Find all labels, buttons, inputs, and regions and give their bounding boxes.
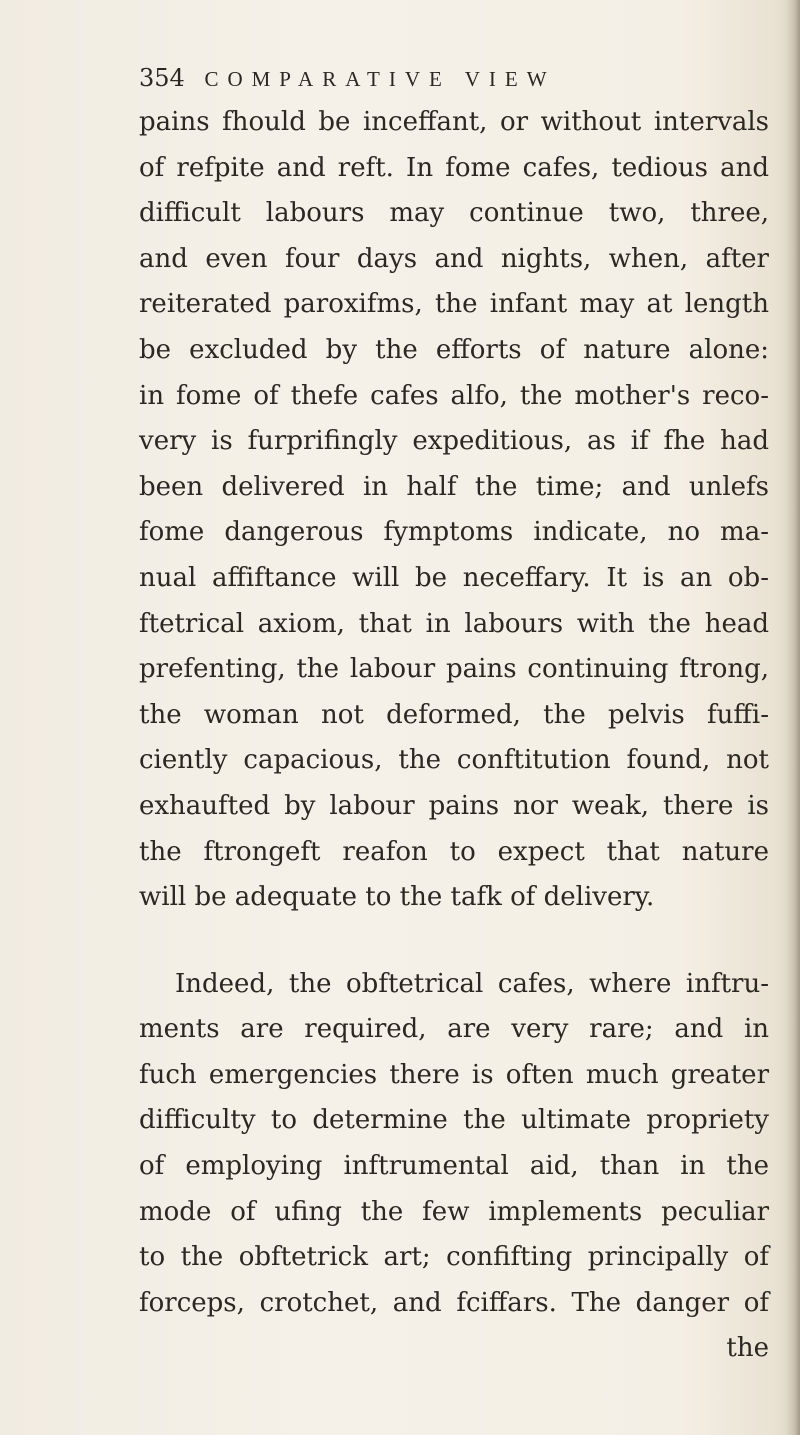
- text-line: Indeed, the obftetrical cafes, where inftru-: [175, 968, 769, 999]
- text-line: of refpite and reft. In fome cafes, tedious and: [139, 152, 769, 183]
- paragraph: [139, 100, 769, 921]
- text-line: will be adequate to the tafk of delivery.: [139, 882, 655, 913]
- text-line: nual affiftance will be neceffary. It is an ob-: [139, 562, 769, 593]
- text-line: be excluded by the efforts of nature alone:: [139, 334, 769, 365]
- catchword: the: [726, 1333, 769, 1364]
- text-line: exhaufted by labour pains nor weak, there is: [139, 790, 769, 821]
- body-text: [139, 100, 769, 1372]
- text-line: difficulty to determine the ultimate propriety: [139, 1105, 769, 1136]
- text-line: of employing inftrumental aid, than in the: [139, 1151, 769, 1182]
- text-line: and even four days and nights, when, after: [139, 243, 769, 274]
- text-line: prefenting, the labour pains continuing ftrong,: [139, 654, 769, 685]
- running-title: COMPARATIVE VIEW: [204, 67, 556, 91]
- paragraph-gap: [139, 921, 769, 962]
- page-header: [139, 64, 699, 104]
- page-number: 354: [139, 64, 185, 92]
- text-line: fome dangerous fymptoms indicate, no ma-: [139, 517, 769, 548]
- text-line: in fome of thefe cafes alfo, the mother's reco-: [139, 380, 769, 411]
- text-line: fuch emergencies there is often much greater: [139, 1059, 769, 1090]
- text-line: reiterated paroxifms, the infant may at length: [139, 289, 769, 320]
- text-line: the ftrongeft reafon to expect that nature: [139, 836, 769, 867]
- text-line: difficult labours may continue two, three,: [139, 198, 769, 229]
- text-line: very is furprifingly expeditious, as if fhe had: [139, 426, 769, 457]
- text-line: pains fhould be inceffant, or without intervals: [139, 107, 769, 137]
- text-line: to the obftetrick art; confifting principally of: [139, 1242, 769, 1273]
- text-line: mode of ufing the few implements peculiar: [139, 1196, 769, 1227]
- page-edge-shadow: [786, 0, 800, 1435]
- text-line: ftetrical axiom, that in labours with the head: [139, 608, 769, 639]
- text-line: ments are required, are very rare; and in: [139, 1014, 769, 1045]
- text-line: forceps, crotchet, and fciffars. The danger of: [139, 1287, 769, 1318]
- text-line: ciently capacious, the conftitution found, not: [139, 745, 769, 776]
- paragraph: [139, 962, 769, 1372]
- text-line: the woman not deformed, the pelvis fuffi-: [139, 699, 769, 730]
- text-line: been delivered in half the time; and unlefs: [139, 471, 769, 502]
